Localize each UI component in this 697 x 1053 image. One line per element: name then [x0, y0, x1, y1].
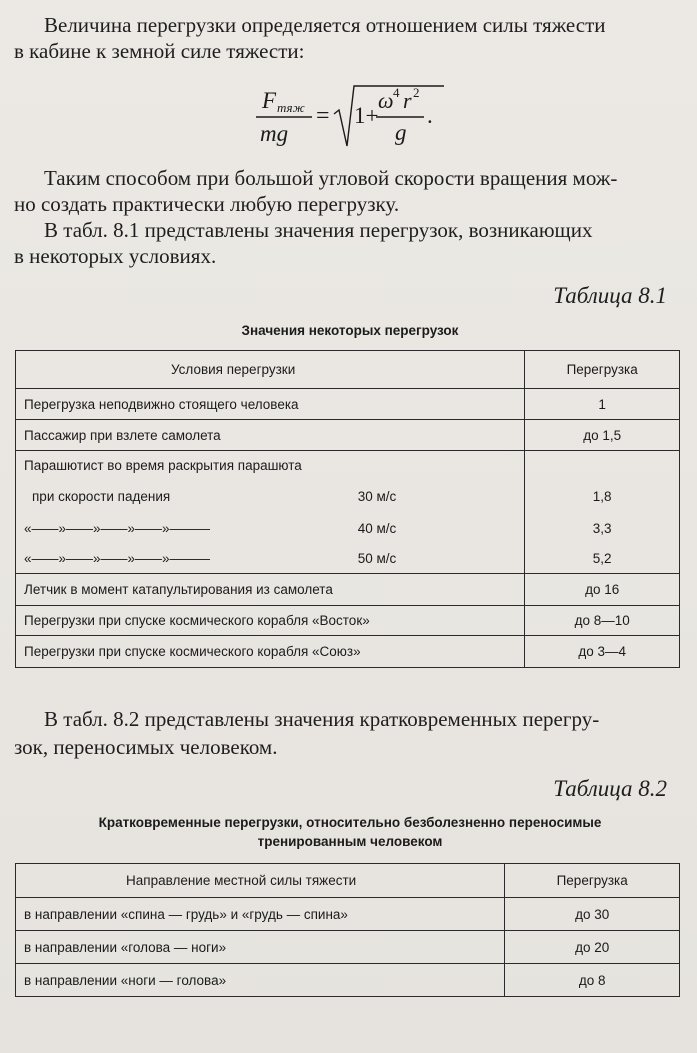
table-caption: Таблица 8.2: [553, 776, 667, 801]
table-row: [16, 544, 680, 574]
table-row: [16, 389, 680, 420]
value-cell: 1: [525, 389, 680, 420]
paragraph-line: Величина перегрузки определяется отношением силы тяжести: [44, 13, 606, 37]
g-force-formula: [250, 80, 450, 154]
value-cell: 3,3: [525, 513, 680, 544]
formula-numerator: F: [262, 88, 277, 113]
value-cell: до 16: [525, 574, 680, 606]
paragraph-line: в некоторых условиях.: [14, 244, 217, 268]
table-row: [16, 931, 680, 964]
table-row: [16, 898, 680, 931]
header-value: Перегрузка: [525, 351, 680, 389]
tolerable-g-force-table: [15, 863, 680, 997]
table-row: [16, 513, 680, 544]
formula-period: .: [427, 103, 433, 128]
condition-cell: Перегрузка неподвижно стоящего человека: [16, 389, 525, 420]
formula-r-exponent: 2: [413, 85, 420, 100]
direction-cell: в направлении «спина — грудь» и «грудь — спина»: [16, 898, 505, 931]
condition-cell: Пассажир при взлете самолета: [16, 420, 525, 451]
formula-r: r: [403, 88, 412, 113]
value-cell: [525, 451, 680, 481]
table-header-row: [16, 864, 680, 898]
g-force-values-table: [15, 350, 680, 668]
value-cell: до 3—4: [525, 636, 680, 668]
table-row: [16, 964, 680, 997]
table-row: [16, 636, 680, 668]
paragraph-line: но создать практически любую перегрузку.: [14, 192, 400, 216]
table-header-row: [16, 351, 680, 389]
condition-text: при скорости падения: [32, 489, 171, 504]
value-cell: 5,2: [525, 544, 680, 574]
formula-one-plus: 1+: [354, 103, 379, 128]
value-cell: до 20: [505, 931, 680, 964]
value-cell: до 30: [505, 898, 680, 931]
condition-cell: [16, 513, 525, 544]
paragraph-line: Таким способом при большой угловой скорости вращения мож-: [44, 166, 618, 190]
speed-text: 40 м/с: [357, 520, 397, 536]
direction-cell: в направлении «голова — ноги»: [16, 931, 505, 964]
formula-denominator: mg: [260, 121, 289, 146]
condition-cell: Летчик в момент катапультирования из самолета: [16, 574, 525, 606]
paragraph-line: в кабине к земной силе тяжести:: [14, 39, 305, 63]
table-title-line: тренированным человеком: [257, 834, 443, 849]
formula-numerator-subscript: тяж: [277, 100, 305, 115]
condition-cell: Перегрузки при спуске космического корабля «Союз»: [16, 636, 525, 668]
paragraph-line: зок, переносимых человеком.: [14, 735, 278, 759]
table-row: [16, 420, 680, 451]
ditto-marks: «——»——»——»——»———: [24, 550, 211, 566]
table-caption: Таблица 8.1: [553, 283, 667, 308]
table-row: [16, 481, 680, 513]
ditto-marks: «——»——»——»——»———: [24, 520, 211, 536]
formula-equals: =: [316, 103, 330, 129]
paragraph-line: В табл. 8.2 представлены значения кратковременных перегру-: [44, 707, 600, 731]
header-direction: Направление местной силы тяжести: [16, 864, 505, 898]
table-row: [16, 574, 680, 606]
value-cell: до 1,5: [525, 420, 680, 451]
value-cell: до 8: [505, 964, 680, 997]
condition-cell: Перегрузки при спуске космического корабля «Восток»: [16, 606, 525, 636]
condition-cell: [16, 544, 525, 574]
table-row: [16, 451, 680, 481]
condition-cell: Парашютист во время раскрытия парашюта: [16, 451, 525, 481]
table-title: Значения некоторых перегрузок: [241, 323, 459, 338]
header-condition: Условия перегрузки: [16, 351, 525, 389]
table-title-line: Кратковременные перегрузки, относительно безболезненно переносимые: [98, 815, 602, 830]
condition-cell: [16, 481, 525, 513]
paragraph-line: В табл. 8.1 представлены значения перегрузок, возникающих: [44, 218, 593, 242]
direction-cell: в направлении «ноги — голова»: [16, 964, 505, 997]
value-cell: 1,8: [525, 481, 680, 513]
formula-omega: ω: [378, 88, 394, 113]
value-cell: до 8—10: [525, 606, 680, 636]
formula-omega-exponent: 4: [393, 85, 400, 100]
formula-g: g: [395, 120, 407, 145]
speed-text: 50 м/с: [357, 550, 397, 566]
header-value: Перегрузка: [505, 864, 680, 898]
speed-text: 30 м/с: [357, 489, 397, 504]
table-row: [16, 606, 680, 636]
